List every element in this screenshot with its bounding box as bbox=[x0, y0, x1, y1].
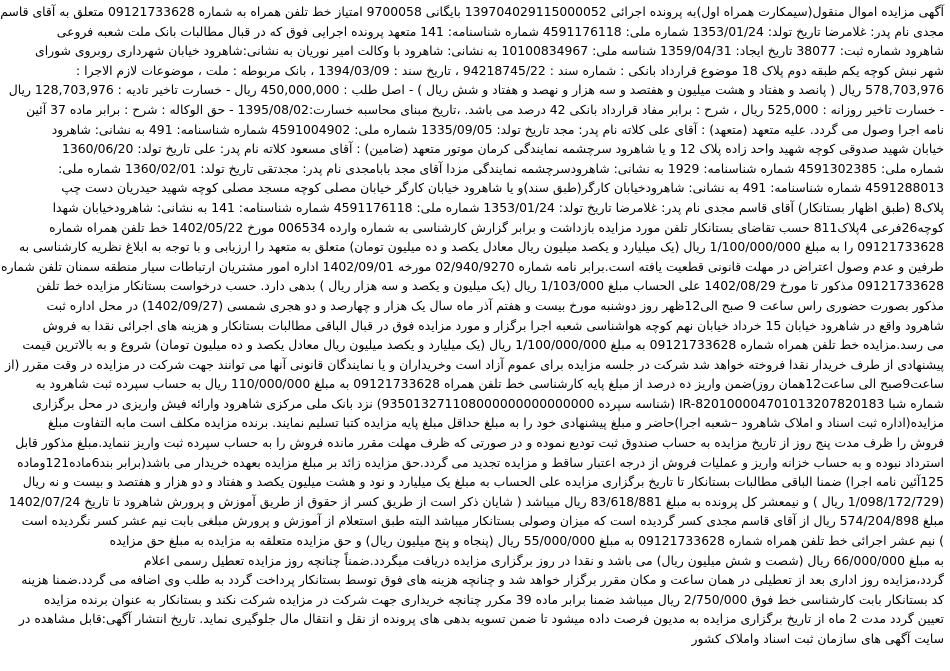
notice-line: گردد،مزایده روز اداری بعد از تعطیلی در همان ساعت و مکان مقرر برگزار خواهد شد و چنانچه هزینه های فوق توسط بستانکار پرداخت گردد به طلب وی اضافه می گردد.ضمنا هزینه bbox=[21, 572, 944, 588]
notice-line: مزایده(اداره ثبت اسناد و املاک شاهرود –شعبه اجرا)حاضر و مبلغ پیشنهادی خود را به مبلغ حداقل مبلغ پایه مزایده کتبا تسلیم نمایند. برنده مزایده مکلف است مابه التفاوت مبلغ bbox=[47, 415, 944, 431]
notice-line: ) نیم عشر اجرائی خط تلفن همراه شماره 09121733628 به مبلغ 55/000/000 ریال (پنجاه و پنج میلیون ریال) و حق مزایده متعلقه به مزایده به مبلغ حق مزایده bbox=[109, 533, 944, 549]
notice-line: تعیین گردد مدت 2 ماه از تاریخ برگزاری مزایده به مدیون فرصت داده میشود تا ضمن تسویه بدهی های پرونده از نقل و انتقال مال جلوگیری نماید. تاریخ انتشار آگهی:قابل مشاهده در bbox=[18, 611, 944, 627]
notice-line: آگهی مزایده اموال منقول(سیمکارت همراه اول)به پرونده اجرائی 139704029115000052 بایگانی 9700058 امتیاز خط تلفن همراه به شماره 09121733628 متعلق به آقای قاسم bbox=[0, 4, 944, 19]
notice-line: مبلغ 574/204/898 ریال از آقای قاسم مجدی کسر گردیده است که میزان وصولی بستانکار میباشد البته طبق استعلام از آموزش و پرورش مبلغی بابت نیم عشر کسر نگردیده است bbox=[21, 513, 944, 529]
notice-line: کد بستانکار بابت کارشناسی خط فوق 2/750/000 ریال میباشد ضمنا برابر ماده 39 مکرر چنانچه خریداری جهت شرکت در مزایده شرکت نکند و بستانکار به عنوان برنده مزایده bbox=[43, 591, 944, 607]
notice-line: 09121733628 مذکور تا مورخ 1402/08/29 علی الحساب مبلغ 1/103/000 ریال (یک میلیون و یکصد و سه هزار ریال ) بدهی دارد. حسب درخواست بستانکار مزایده خط تلفن bbox=[36, 278, 944, 294]
notice-line: 09121733628 را به مبلغ 1/100/000/000 ریال (یک میلیارد و یکصد میلیون ریال معادل یکصد و ده میلیون تومان) متعلق به متعهد را ارزیابی و با توجه به ابلاغ نظریه کارشناسی به bbox=[18, 239, 944, 255]
notice-line: پلاک8 (طبق اظهار بستانکار) آقای قاسم مجدی نام پدر: غلامرضا تاریخ تولد: 1353/01/24 شماره ملی: 4591176118 شماره شناسنامه: 141 به نشانی: شاهرودخیابان شهدا bbox=[52, 199, 944, 215]
notice-line: طرفین و عدم وصول اعتراض در مهلت قانونی قطعیت یافته است.برابر نامه شماره 02/940/9270 مورخه 1402/09/01 اداره امور مشتریان ارتباطات سیار منطقه سمنان تلفن شماره bbox=[0, 258, 944, 274]
notice-line: پیشنهادی از طرف خریدار نقدا فروخته خواهد شد شرکت در جلسه مزایده برای عموم آزاد است وخریداران و یا نمایندگان قانونی آنها می توانند جهت شرکت در مزایده در وقت مقرر (از bbox=[5, 356, 944, 372]
notice-line: - خسارت تاخیر روزانه : 525,000 ریال ، شرح : برابر مفاد قرارداد بانکی 42 درصد می باشد. ،تاریخ مبنای محاسبه خسارت:1395/08/02 - حق الوکاله : شرح : برابر ماده 37 آئین bbox=[26, 101, 944, 117]
notice-line: (1/098/172/729 ریال ) و نیمعشر کل پرونده به مبلغ 83/618/881 ریال میباشد ( شایان ذکر است از طریق کسر از حقوق از طریق آموزش و پرورش شاهرود تا تاریخ 1402/07/24 bbox=[8, 493, 944, 509]
notice-line: به مبلغ 66/000/000 ریال (شصت و شش میلیون ریال) می باشد و نقدا در روز برگزاری مزایده دریافت میگردد.ضمناً چنانچه روز مزایده تعطیل رسمی اعلام bbox=[143, 552, 944, 568]
notice-line: ساعت9صبح الی ساعت12همان روز)ضمن واریز ده درصد از مبلغ پایه کارشناسی خط تلفن همراه 09121733628 به مبلغ 110/000/000 ریال به حساب سپرده ثبت شاهرود به bbox=[35, 376, 944, 392]
notice-line: 578,703,976 ریال ( پانصد و هفتاد و هشت میلیون و هفتصد و سه هزار و نهصد و هفتاد و شش ریال ) - اصل طلب : 450,000,000 ریال - خسارت تاخیر تادیه : 128,703,976 ریال bbox=[8, 82, 944, 98]
notice-line: شماره ملی: 4591302385 شماره شناسنامه: 1929 به نشانی: شاهرودسرچشمه نمایندگی مزدا آقای مجد بابامجدی نام پدر: مجدتقی تاریخ تولد: 1360/02/01 شماره ملی: bbox=[58, 160, 944, 176]
notice-line: مذکور بصورت حضوری راس ساعت 9 صبح الی12ظهر روز دوشنبه مورخ بیست و هفتم آذر ماه سال یک هزار و چهارصد و دو هجری شمسی (1402/09/27) در محل اداره ثبت bbox=[46, 297, 944, 313]
notice-line: نامه اجرا وصول می گردد. علیه متعهد (متعهد) : آقای علی کلاته نام پدر: مجد تاریخ تولد: 1335/09/05 شماره ملی: 4591004902 شماره شناسنامه: 491 به نشانی: شاهرود bbox=[51, 121, 944, 137]
notice-line: 4591288013 شماره شناسنامه: 491 به نشانی: شاهرودخیابان کارگر(طبق سند)و یا شاهرود خیابان کارگر خیابان مصلی کوچه مسجد مصلی کوچه شهید حیدریان دست چپ bbox=[61, 180, 944, 196]
notice-line: استرداد نبوده و به حساب خزانه واریز و عملیات فروش از درجه اعتبار ساقط و مزایده تجدید می گردد.حق مزایده زائد بر مبلغ مزایده بعهده خریدار می باشد(برابر بند6ماده121وماده bbox=[17, 454, 944, 470]
notice-line: مجدی نام پدر: غلامرضا تاریخ تولد: 1353/01/24 شماره ملی: 4591176118 شماره شناسنامه: 141 متعهد پرونده اجرایی فوق که در قبال مطالبات بانک ملت شعبه فروعی bbox=[56, 23, 944, 39]
notice-line: شاهرود واقع در شاهرود خیابان 15 خرداد خیابان نهم کوچه هواشناسی شعبه اجرا برگزار و مورد مزایده فوق در قبال الباقی مطالبات بستانکار و هزینه های اجرائی نقدا به فروش bbox=[42, 317, 944, 333]
notice-line: شهر نبش کوچه یکم طبقه دوم پلاک 18 موضوع قرارداد بانکی : شماره سند : 94218745/22 ، تاریخ سند : 1394/03/09 ، بانک مربوطه : ملت ، موضوعات لازم الاجرا : bbox=[76, 62, 944, 78]
notice-line: خیابان شهید صدوقی کوچه شهید واحد زاده پلاک 12 و یا شاهرود سرچشمه نمایندگی کرمان موتور متعهد (ضامین) : آقای مسعود کلاته نام پدر: علی تاریخ تولد: 1360/06/20 bbox=[61, 141, 944, 157]
notice-line: فروش را ظرف مدت پنج روز از تاریخ مزایده به حساب صندوق ثبت تودیع نموده و در صورتی که ظرف مهلت مقرر مانده فروش را به حساب سپرده ثبت واریز ننماید.مبلغ مذکور قابل bbox=[15, 435, 944, 451]
notice-line: 125آئین نامه اجرا) ضمنا الباقی مطالبات بستانکار تا تاریخ برگزاری مزایده علی الحساب به مبلغ یک میلیارد و نود و هشت میلیون یکصد و هفتاد و دو هزار و هفتصد و بیست و نه ریال bbox=[22, 474, 944, 490]
notice-line: شماره شبا IR-820100004701013207820183 (شناسه سپرده 935013271108000000000000000) نزد بانک ملی مرکزی شاهرود وارائه فیش واریزی در محل برگزاری bbox=[32, 395, 944, 411]
notice-line: سایت آگهی های سازمان ثبت اسناد واملاک کشور bbox=[691, 631, 944, 646]
notice-line: شاهرود شماره ثبت: 38077 تاریخ ایجاد: 1359/04/31 شناسه ملی: 10100834967 به نشانی: شاهرود با وکالت امیر نوریان به نشانی:شاهرود خیابان شهرداری روبروی شورای bbox=[35, 43, 944, 59]
notice-line: می رسد.مزایده خط تلفن همراه شماره 09121733628 به مبلغ 1/100/000/000 ریال (یک میلیارد و یکصد میلیون ریال معادل یکصد و ده میلیون تومان) شروع و به بالاترین قیمت bbox=[22, 337, 944, 353]
notice-line: کوچه26فرعی 4پلاک811 حسب تقاضای بستانکار تلفن مورد مزایده بازداشت و برابر گزارش کارشناسی به شماره وارده 006534 مورخ 1402/05/22 خط تلفن همراه شماره bbox=[49, 219, 944, 235]
